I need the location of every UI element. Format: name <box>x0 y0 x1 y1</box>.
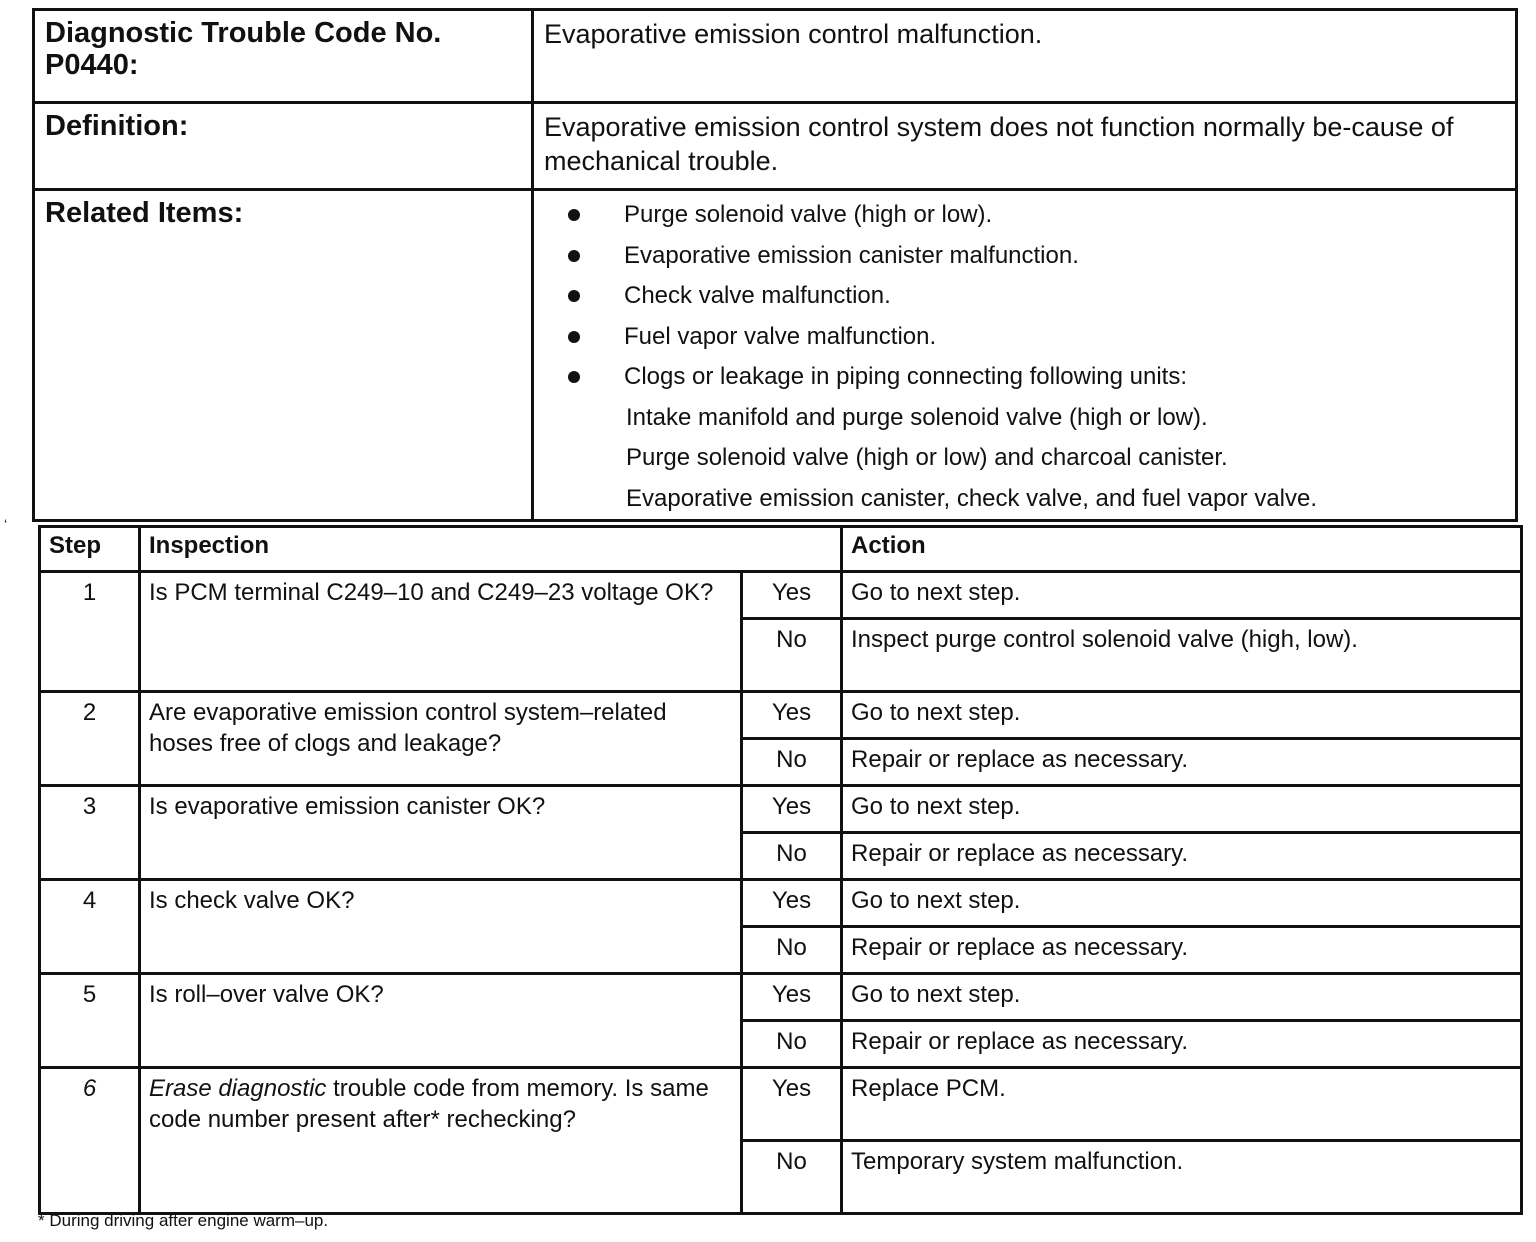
related-item-text: Purge solenoid valve (high or low). <box>624 201 993 228</box>
dtc-code-label: Diagnostic Trouble Code No. P0440: <box>34 10 533 103</box>
no-label: No <box>742 833 842 880</box>
yes-action: Go to next step. <box>842 692 1522 739</box>
definition-label: Definition: <box>34 103 533 190</box>
step-number: 5 <box>40 974 140 1068</box>
step-number: 6 <box>40 1068 140 1214</box>
step-number: 3 <box>40 786 140 880</box>
yes-label: Yes <box>742 974 842 1021</box>
yes-label: Yes <box>742 692 842 739</box>
yes-label: Yes <box>742 880 842 927</box>
bullet-icon <box>568 331 580 343</box>
no-action: Repair or replace as necessary. <box>842 739 1522 786</box>
related-item <box>544 357 1505 398</box>
no-label: No <box>742 927 842 974</box>
dtc-code-value: Evaporative emission control malfunction. <box>533 10 1517 103</box>
related-items-cell <box>533 190 1517 521</box>
step-row-1-yes <box>40 572 1522 619</box>
no-action: Repair or replace as necessary. <box>842 833 1522 880</box>
step-row-4-yes <box>40 880 1522 927</box>
yes-action: Go to next step. <box>842 974 1522 1021</box>
step-row-5-yes <box>40 974 1522 1021</box>
inspection-text: trouble code from memory. Is same code number present after* rechecking? <box>149 1075 709 1133</box>
inspection-text: Are evaporative emission control system–related hoses free of clogs and leakage? <box>140 692 742 786</box>
bullet-icon <box>568 290 580 302</box>
related-items-row <box>34 190 1517 521</box>
related-item <box>544 317 1505 358</box>
related-item <box>544 276 1505 317</box>
action-header: Action <box>842 527 1522 572</box>
yes-action: Replace PCM. <box>842 1068 1522 1141</box>
related-item <box>544 195 1505 236</box>
dtc-code-row <box>34 10 1517 103</box>
definition-value: Evaporative emission control system does not function normally be-cause of mechanical trouble. <box>533 103 1517 190</box>
no-action: Temporary system malfunction. <box>842 1141 1522 1214</box>
inspection-text: Is PCM terminal C249–10 and C249–23 voltage OK? <box>140 572 742 692</box>
step-row-6-yes <box>40 1068 1522 1141</box>
no-label: No <box>742 739 842 786</box>
step-row-3-yes <box>40 786 1522 833</box>
step-number: 2 <box>40 692 140 786</box>
no-action: Repair or replace as necessary. <box>842 1021 1522 1068</box>
related-subitem: Intake manifold and purge solenoid valve (high or low). <box>626 403 1208 431</box>
related-subitems-list <box>544 398 1505 520</box>
bullet-icon <box>568 209 580 221</box>
related-item-text: Clogs or leakage in piping connecting following units: <box>624 363 1188 390</box>
yes-action: Go to next step. <box>842 880 1522 927</box>
yes-action: Go to next step. <box>842 786 1522 833</box>
inspection-text-cell <box>140 1068 742 1214</box>
footnote: * During driving after engine warm–up. <box>38 1211 329 1230</box>
no-label: No <box>742 619 842 692</box>
related-item-text: Check valve malfunction. <box>624 282 891 309</box>
definition-row <box>34 103 1517 190</box>
related-subitem: Purge solenoid valve (high or low) and charcoal canister. <box>626 444 1228 471</box>
no-action: Repair or replace as necessary. <box>842 927 1522 974</box>
inspection-text-italic: Erase diagnostic <box>149 1075 327 1102</box>
no-label: No <box>742 1021 842 1068</box>
scan-mark: ‘ <box>4 516 8 532</box>
inspection-header: Inspection <box>140 527 842 572</box>
step-row-2-yes <box>40 692 1522 739</box>
yes-label: Yes <box>742 1068 842 1141</box>
related-items-list <box>544 195 1505 398</box>
yes-label: Yes <box>742 786 842 833</box>
no-action: Inspect purge control solenoid valve (high, low). <box>842 619 1522 692</box>
yes-action: Go to next step. <box>842 572 1522 619</box>
dtc-info-table <box>32 8 1518 522</box>
steps-header-row <box>40 527 1522 572</box>
inspection-text: Is evaporative emission canister OK? <box>140 786 742 880</box>
step-number: 1 <box>40 572 140 692</box>
inspection-text: Is roll–over valve OK? <box>140 974 742 1068</box>
step-number: 4 <box>40 880 140 974</box>
related-items-label: Related Items: <box>34 190 533 521</box>
bullet-icon <box>568 371 580 383</box>
yes-label: Yes <box>742 572 842 619</box>
step-header: Step <box>40 527 140 572</box>
inspection-steps-table <box>38 525 1523 1215</box>
related-subitem: Evaporative emission canister, check valve, and fuel vapor valve. <box>626 484 1318 512</box>
inspection-text: Is check valve OK? <box>140 880 742 974</box>
related-item-text: Evaporative emission canister malfunction. <box>624 241 1079 269</box>
related-item <box>544 236 1505 277</box>
bullet-icon <box>568 250 580 262</box>
no-label: No <box>742 1141 842 1214</box>
related-item-text: Fuel vapor valve malfunction. <box>624 322 937 350</box>
